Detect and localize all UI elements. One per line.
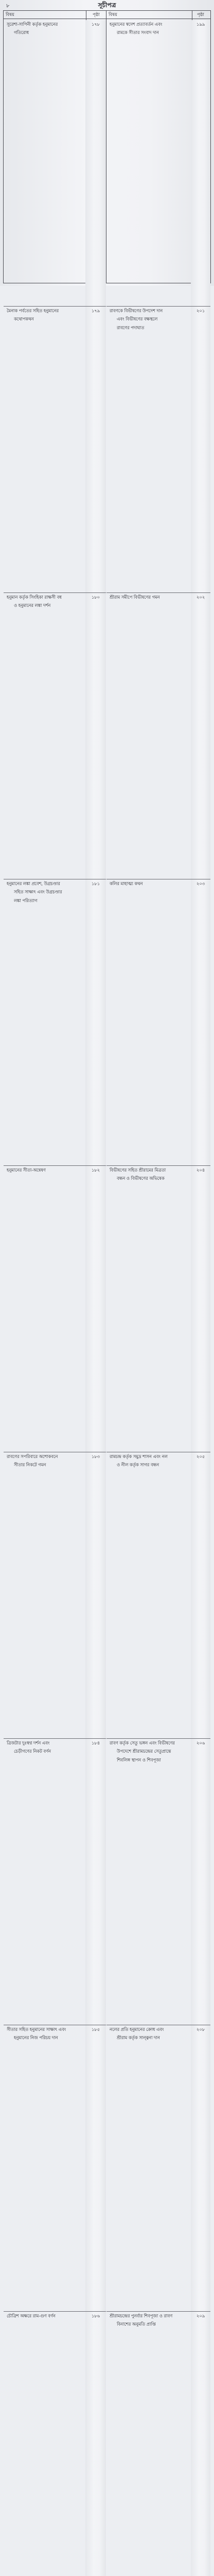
toc-entry <box>106 2312 210 2576</box>
toc-entry-line: সীতার নিকটে গমন <box>14 1462 46 1468</box>
toc-entry-title <box>106 1452 191 1738</box>
toc-entry-line: চেড়ীগণের নিকট বর্ণন <box>14 1749 51 1754</box>
column-header-subject: বিষয় <box>6 12 14 18</box>
toc-column-left <box>4 11 106 2318</box>
toc-entry-page: ১৮৬ <box>85 2312 106 2576</box>
toc-entry-line: কলির মাহাত্ম্য কথন <box>110 881 143 886</box>
toc-entry-page: ১৮৩ <box>85 1452 106 1738</box>
toc-entry-line: রামকে সীতার সংবাদ দান <box>117 30 159 36</box>
toc-entry-line: সহিত সাক্ষাৎ এবং উগ্রচণ্ডার <box>14 889 62 895</box>
toc-entry-page: ১৮২ <box>85 1166 106 1452</box>
toc-entry-line: নলের প্রতি হনুমানের ক্রোধ এবং <box>110 2027 164 2032</box>
toc-header-right <box>106 11 210 19</box>
toc-entry-line: রাবণ কর্তৃক সেতু ভঙ্গন এবং বিভীষণের <box>110 1740 175 1745</box>
column-header-page: পৃষ্ঠা <box>93 12 100 18</box>
toc-entry-title <box>4 1452 85 1738</box>
toc-entry-line: সীতার সহিত হনুমানের সাক্ষাৎ এবং <box>7 2027 66 2032</box>
toc-entry-line: ও নীল কর্তৃক সাগর বন্ধন <box>117 1462 159 1468</box>
column-header-page: পৃষ্ঠা <box>197 12 204 18</box>
toc-entry <box>4 307 106 593</box>
toc-entry-line: লঙ্কা পরিত্যাগ <box>14 897 38 903</box>
toc-entry-page: ১৮৪ <box>85 1739 106 2025</box>
toc-entry-line: হনুমানের লঙ্কা প্রবেশ, উগ্রচণ্ডার <box>7 881 60 886</box>
toc-entry-line: হনুমান কর্তৃক সিংহিকা রাক্ষসী বধ <box>7 595 62 600</box>
toc-entry-line: রাবণকে বিভীষণের উপদেশ দান <box>110 308 163 313</box>
toc-entry <box>106 20 210 307</box>
toc-entry-line: কথোপকথন <box>14 316 34 322</box>
toc-entry-line: শ্রীরামচন্দ্রের পুনর্বার শিবপূজা ও রাবণ <box>110 2313 173 2318</box>
toc-entry-title <box>106 2025 191 2311</box>
toc-entry-page: ২০৯ <box>191 2312 210 2576</box>
toc-entries-right <box>106 20 210 2576</box>
toc-entry-title <box>106 2312 191 2576</box>
toc-entry <box>106 2025 210 2312</box>
toc-entry <box>106 1166 210 1452</box>
toc-entry-title <box>106 1739 191 2025</box>
toc-entry <box>4 2312 106 2576</box>
toc-entry-page: ২০৬ <box>191 1739 210 2025</box>
toc-entry-line: রাবণের পদাঘাত <box>117 325 145 330</box>
toc-entry-line: ত্রিজটার দুঃস্বপ্ন দর্শন এবং <box>7 1740 50 1745</box>
toc-entry <box>106 879 210 1166</box>
toc-entry-title <box>106 1166 191 1452</box>
toc-entry <box>106 307 210 593</box>
toc-entry-line: গতিরোধ <box>14 30 29 36</box>
toc-entry-line: সুরেশা-সাপিনী কর্তৃক হনুমানের <box>7 22 58 27</box>
toc-entry-line: হনুমানের সীতা-অন্বেষণ <box>7 1167 46 1173</box>
toc-entry-line: শিবলিঙ্গ স্থাপন ও শিবপূজা <box>117 1757 161 1762</box>
toc-entry <box>106 593 210 879</box>
toc-entries-left <box>4 20 106 2576</box>
toc-entry <box>106 1739 210 2025</box>
toc-entry-line: মৈনাক পর্বতের সহিত হনুমানের <box>7 308 59 313</box>
toc-entry-line: শ্রীরাম কর্তৃক সান্ত্বনা দান <box>117 2035 160 2041</box>
toc-entry-title <box>4 879 85 1165</box>
toc-entry-title <box>106 879 191 1165</box>
toc-entry-page: ২০২ <box>191 593 210 879</box>
table-of-contents <box>3 10 211 2327</box>
toc-entry <box>4 20 106 307</box>
toc-entry-page: ১৯৯ <box>191 20 210 306</box>
toc-entry-line: বিভীষণের সহিত শ্রীরামের মিত্রতা <box>110 1167 166 1173</box>
toc-entry-line: উপদেশে শ্রীরামচন্দ্রের সেতুপ্রান্তে <box>117 1749 171 1754</box>
toc-entry-title <box>4 1166 85 1452</box>
toc-entry-page: ২০১ <box>191 307 210 592</box>
toc-entry-title <box>4 1739 85 2025</box>
toc-entry-line: হনুমানের নিজ পরিচয় দান <box>14 2035 58 2041</box>
toc-entry-line: চৌত্রিশ অক্ষরে রাম-গুণ বর্ণন <box>7 2313 56 2318</box>
toc-entry-title <box>106 20 191 306</box>
toc-header-left <box>4 11 106 19</box>
toc-column-right <box>106 11 210 2327</box>
page-number: ৮ <box>6 3 10 9</box>
column-header-subject: বিষয় <box>109 12 117 18</box>
toc-entry <box>4 593 106 879</box>
toc-entry <box>4 879 106 1166</box>
toc-entry-title <box>4 593 85 879</box>
toc-entry-page: ১৮০ <box>85 593 106 879</box>
toc-entry-line: রাবণের সপরিবারে অশোকবনে <box>7 1454 58 1459</box>
toc-entry <box>4 1166 106 1452</box>
toc-entry <box>4 1739 106 2025</box>
toc-entry-page: ১৮১ <box>85 879 106 1165</box>
page-title: সূচীপত্র <box>98 2 116 9</box>
toc-entry-line: এবং বিভীষণের বক্ষস্থলে <box>117 316 158 322</box>
toc-entry <box>4 2025 106 2312</box>
toc-entry-line: বন্ধন ও বিভীষণের অভিষেক <box>117 1176 165 1181</box>
toc-entry-title <box>4 2025 85 2311</box>
toc-entry-title <box>4 20 85 306</box>
toc-entry-page: ২০৪ <box>191 1166 210 1452</box>
toc-entry-line: বিনাশের অনুমতি প্রাপ্তি <box>117 2321 156 2327</box>
toc-entry-title <box>106 593 191 879</box>
toc-entry-page: ১৮৫ <box>85 2025 106 2311</box>
toc-entry-title <box>106 307 191 592</box>
toc-entry <box>4 1452 106 1739</box>
toc-entry-page: ১৭৯ <box>85 307 106 592</box>
toc-entry-page: ১৭৮ <box>85 20 106 306</box>
toc-entry-line: ও হনুমানের লঙ্কা দর্শন <box>14 603 51 608</box>
toc-entry-title <box>4 307 85 592</box>
toc-entry <box>106 1452 210 1739</box>
toc-entry-line: শ্রীরাম সমীপে বিভীষণের গমন <box>110 595 160 600</box>
toc-entry-line: হনুমানের স্বদেশ প্রত্যাবর্তন এবং <box>110 22 163 27</box>
toc-entry-page: ২০৩ <box>191 879 210 1165</box>
toc-entry-line: রামচন্দ্র কর্তৃক সমুদ্র শাসন এবং নল <box>110 1454 168 1459</box>
toc-entry-page: ২০৫ <box>191 1452 210 1738</box>
toc-entry-title <box>4 2312 85 2576</box>
toc-entry-page: ২০৮ <box>191 2025 210 2311</box>
